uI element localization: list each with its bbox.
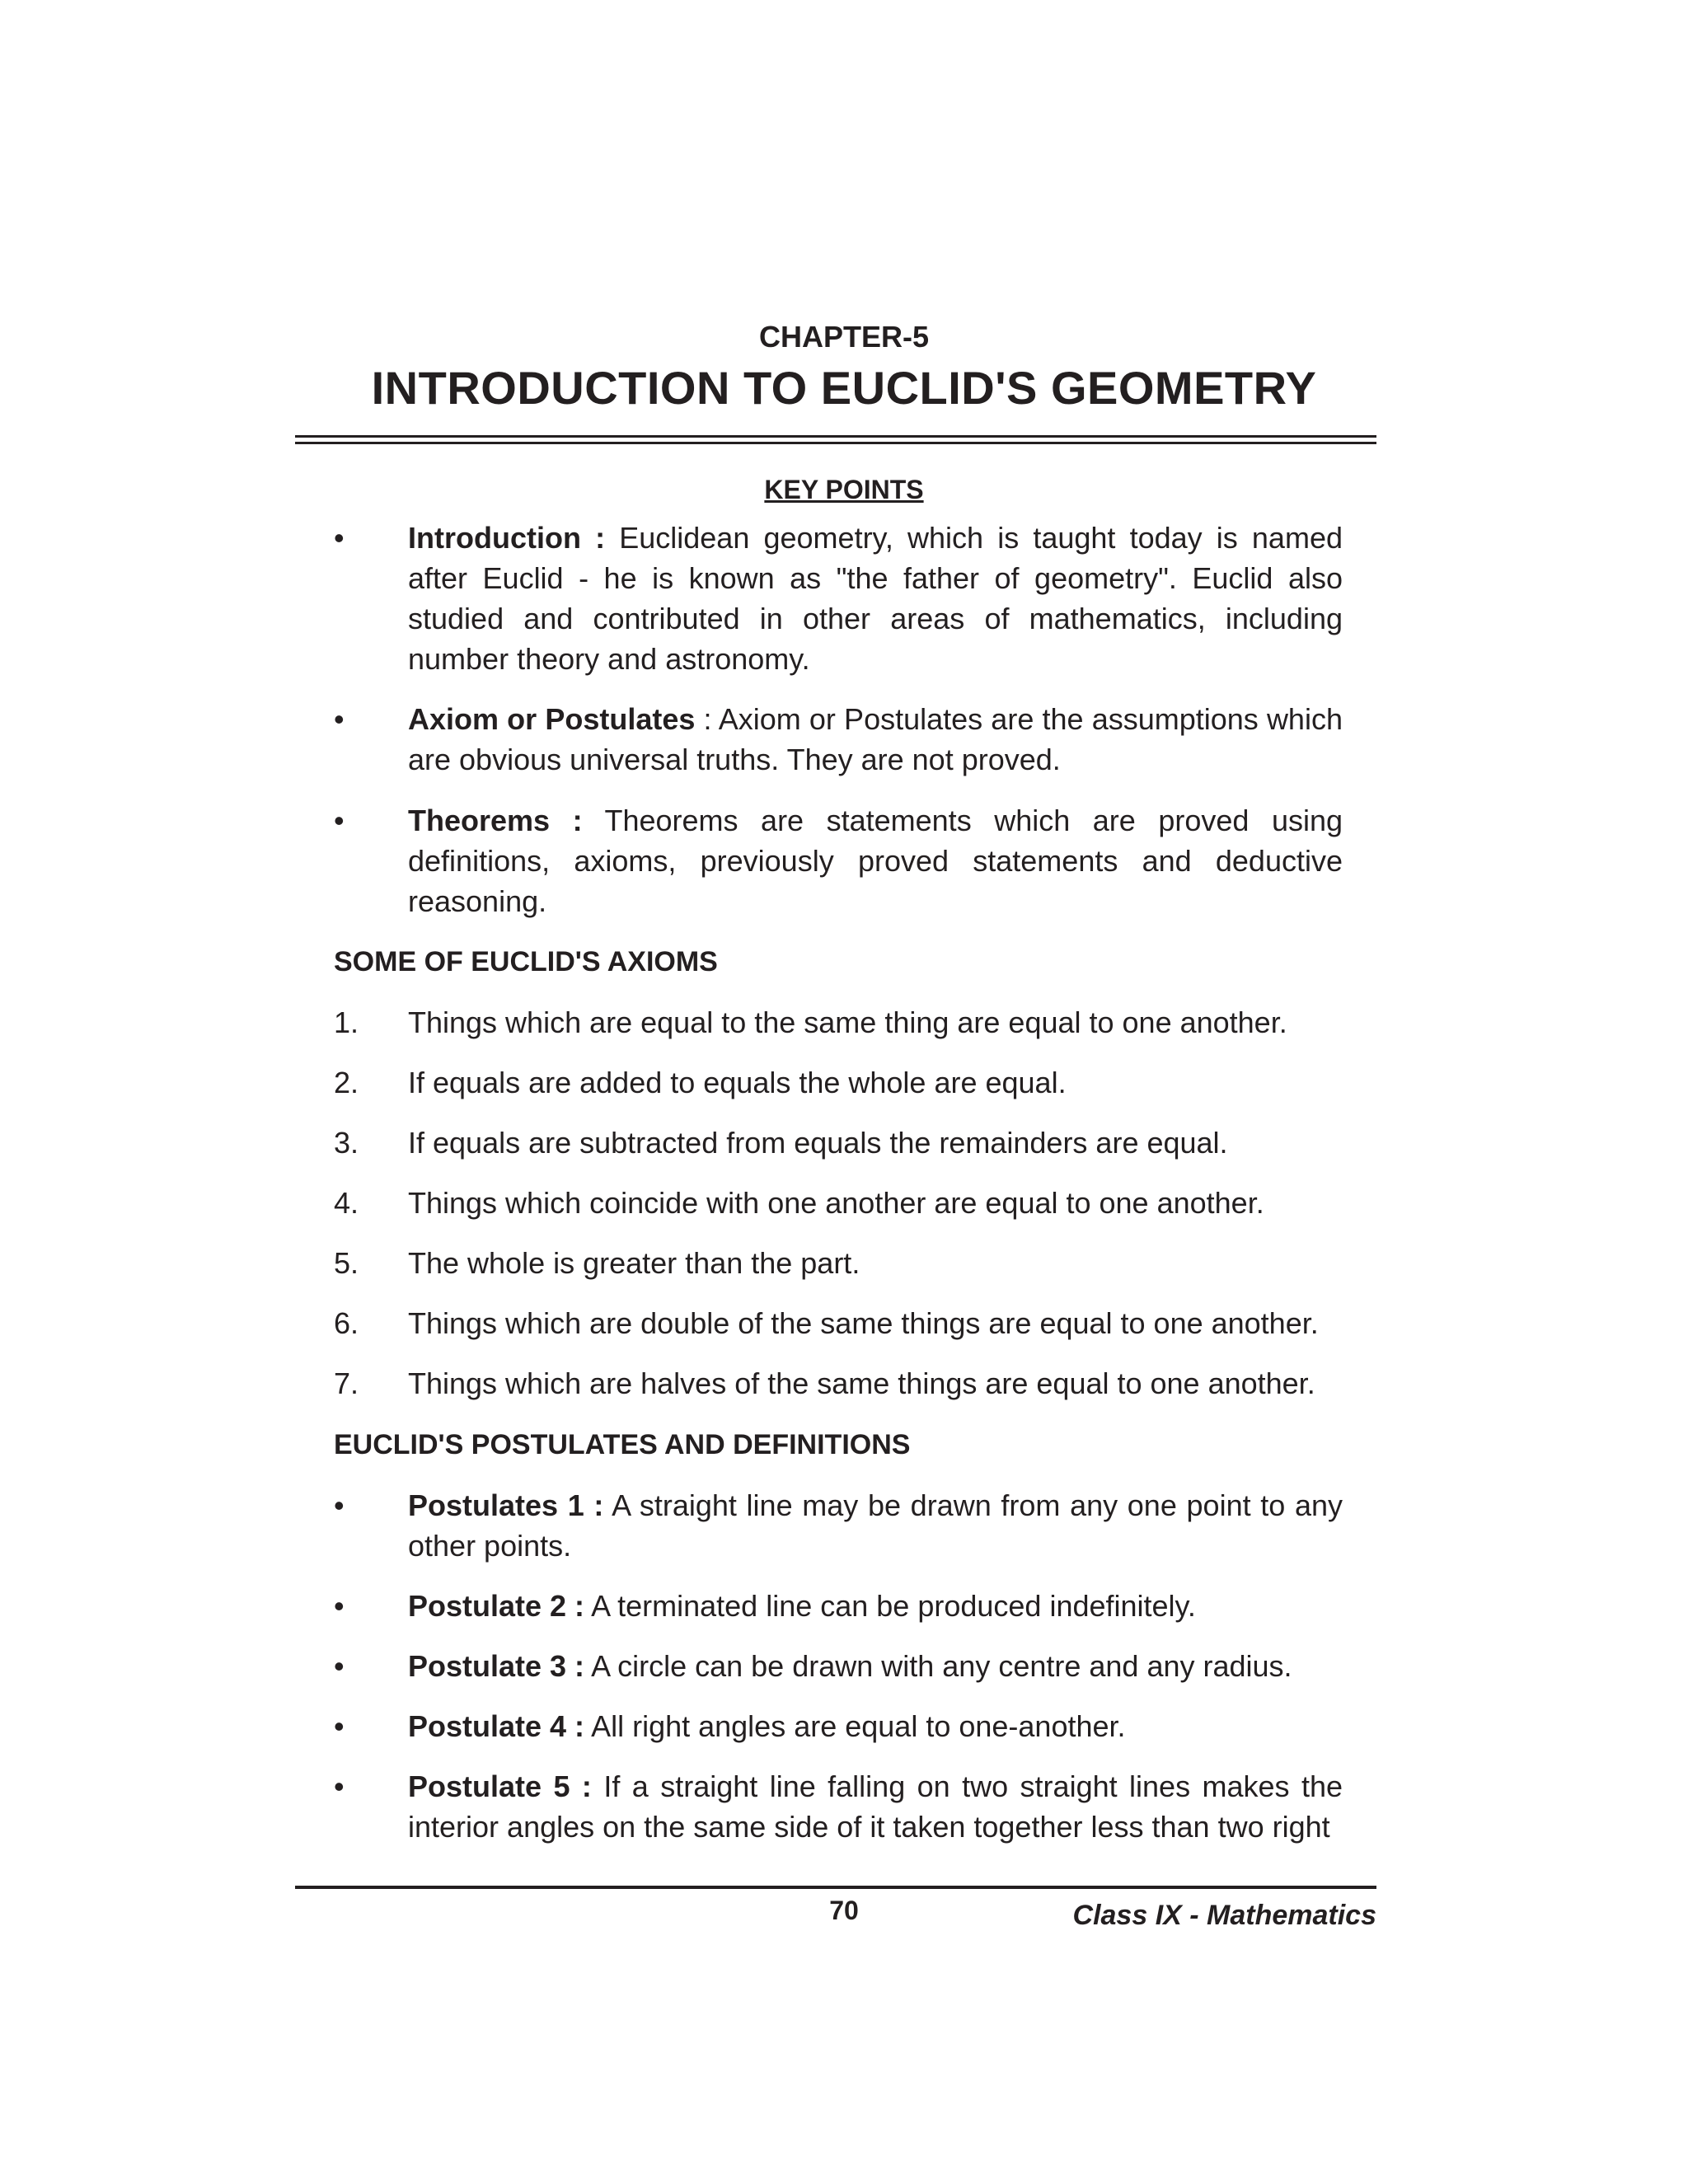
chapter-label: CHAPTER-5 [758,320,929,354]
item-text: A circle can be drawn with any centre and any radius. [591,1649,1292,1683]
postulate-item [334,1706,1343,1746]
item-number: 1. [334,1005,359,1039]
bullet: • [334,1589,345,1623]
axiom-item [334,1122,1343,1163]
postulate-item [334,1766,1343,1847]
footer-rule [295,1886,1376,1889]
footer-book-title: Class IX - Mathematics [1072,1900,1376,1931]
bullet: • [334,521,345,555]
postulate-item [334,1646,1343,1686]
item-text: : Axiom or Postulates are the assumptions which are obvious universal truths. They are not proved. [408,702,1343,776]
item-text: Things which are halves of the same things are equal to one another. [408,1366,1315,1400]
item-lead: Introduction : [408,521,606,555]
axioms-heading: SOME OF EUCLID'S AXIOMS [334,946,718,977]
item-text: If equals are subtracted from equals the remainders are equal. [408,1126,1228,1160]
item-text: A straight line may be drawn from any one point to any other points. [408,1488,1343,1563]
axiom-item [334,1303,1343,1343]
item-number: 4. [334,1186,359,1220]
item-number: 6. [334,1306,359,1340]
item-number: 7. [334,1366,359,1400]
key-point-theorems [334,800,1343,921]
item-lead: Axiom or Postulates [408,702,696,736]
chapter-title: INTRODUCTION TO EUCLID'S GEOMETRY [371,362,1317,414]
item-text: Things which are double of the same things are equal to one another. [408,1306,1319,1340]
item-text: A terminated line can be produced indefinitely. [591,1589,1196,1623]
bullet: • [334,1649,345,1683]
item-text: Things which coincide with one another are equal to one another. [408,1186,1264,1220]
bullet: • [334,702,345,736]
item-text: Euclidean geometry, which is taught today is named after Euclid - he is known as "the father of geometry". Euclid also studied and contributed in other areas of mathematics, including number theory and astronomy. [408,521,1343,676]
title-double-rule [295,435,1376,444]
bullet: • [334,804,345,837]
item-lead: Theorems : [408,804,583,837]
item-lead: Postulate 4 : [408,1709,585,1743]
key-points-heading: KEY POINTS [764,475,924,504]
key-point-introduction [334,518,1343,679]
item-text: If a straight line falling on two straight lines makes the interior angles on the same side of it taken together less than two right [408,1769,1343,1844]
item-number: 5. [334,1246,359,1280]
item-text: Things which are equal to the same thing are equal to one another. [408,1005,1287,1039]
item-number: 3. [334,1126,359,1160]
item-lead: Postulate 3 : [408,1649,585,1683]
axiom-item [334,1183,1343,1223]
key-point-axiom [334,699,1343,780]
item-text: The whole is greater than the part. [408,1246,860,1280]
item-text: All right angles are equal to one-another. [591,1709,1126,1743]
item-number: 2. [334,1066,359,1099]
axiom-item [334,1243,1343,1283]
bullet: • [334,1488,345,1522]
axiom-item [334,1363,1343,1404]
postulate-item [334,1485,1343,1566]
axiom-item [334,1002,1343,1043]
axiom-item [334,1062,1343,1103]
item-text: Theorems are statements which are proved using definitions, axioms, previously proved statements and deductive reasoning. [408,804,1343,918]
postulate-item [334,1586,1343,1626]
postulates-heading: EUCLID'S POSTULATES AND DEFINITIONS [334,1429,911,1460]
page-number: 70 [829,1896,859,1925]
item-lead: Postulates 1 : [408,1488,604,1522]
item-lead: Postulate 5 : [408,1769,592,1803]
bullet: • [334,1769,345,1803]
bullet: • [334,1709,345,1743]
item-text: If equals are added to equals the whole are equal. [408,1066,1067,1099]
item-lead: Postulate 2 : [408,1589,585,1623]
